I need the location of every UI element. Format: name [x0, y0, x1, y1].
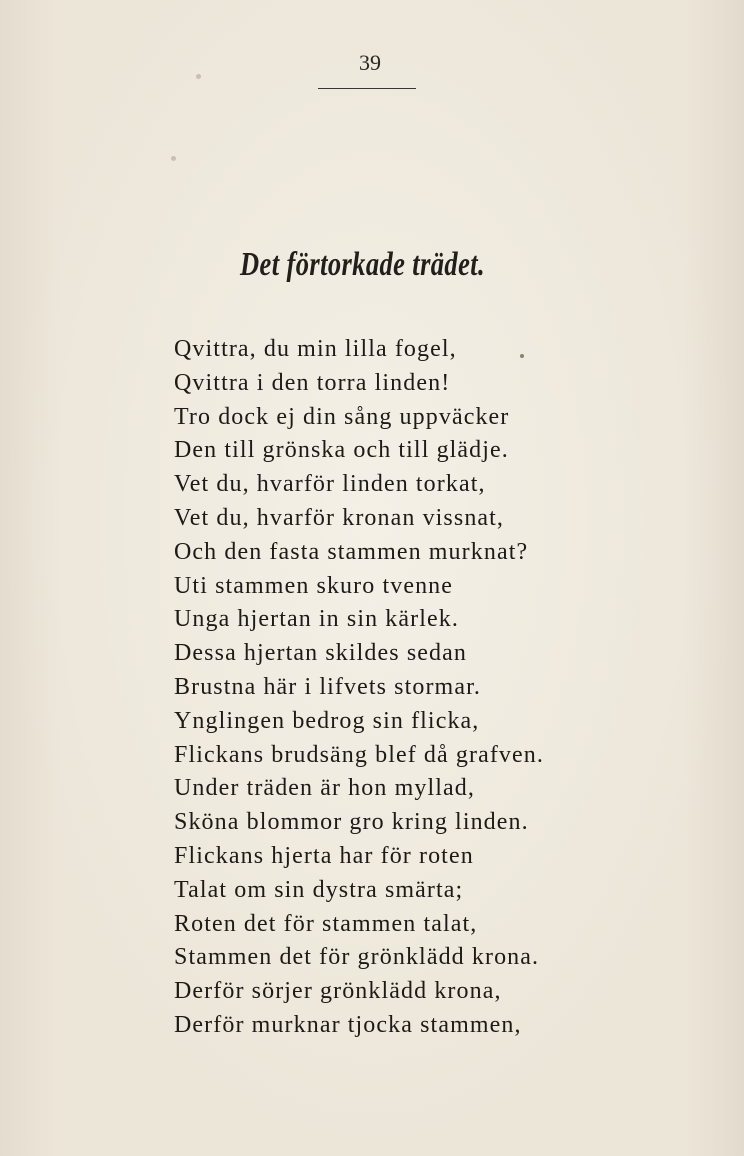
poem-line: Flickans brudsäng blef då grafven. — [174, 741, 544, 768]
poem-line: Brustna här i lifvets stormar. — [174, 673, 481, 700]
poem-title: Det förtorkade trädet. — [240, 246, 486, 283]
poem-line: Unga hjertan in sin kärlek. — [174, 606, 459, 633]
poem-line: Vet du, hvarför kronan vissnat, — [174, 504, 505, 531]
poem-line: Vet du, hvarför linden torkat, — [174, 471, 486, 498]
header-rule — [318, 88, 416, 89]
poem-line: Och den fasta stammen murknat? — [174, 538, 529, 565]
paper-speck — [171, 156, 176, 161]
poem-line: Den till grönska och till glädje. — [174, 437, 509, 464]
poem-line: Derför murknar tjocka stammen, — [174, 1011, 522, 1038]
poem-line: Tro dock ej din sång uppväcker — [174, 403, 510, 430]
poem-line: Sköna blommor gro kring linden. — [174, 809, 529, 836]
poem-line: Talat om sin dystra smärta; — [174, 876, 464, 903]
page-number: 39 — [359, 50, 381, 75]
poem-line: Stammen det för grönklädd krona. — [174, 944, 540, 971]
poem-line: Roten det för stammen talat, — [174, 910, 478, 937]
poem-line: Qvittra i den torra linden! — [174, 369, 451, 396]
poem-line: Dessa hjertan skildes sedan — [174, 640, 467, 667]
paper-speck — [196, 74, 201, 79]
poem-line: Flickans hjerta har för roten — [174, 842, 474, 869]
poem-text — [174, 333, 604, 1043]
poem-line: Derför sörjer grönklädd krona, — [174, 978, 502, 1005]
poem-line: Under träden är hon myllad, — [174, 775, 475, 802]
poem-line: Qvittra, du min lilla fogel, — [174, 336, 457, 362]
poem-line: Ynglingen bedrog sin flicka, — [174, 707, 480, 734]
poem-line: Uti stammen skuro tvenne — [174, 572, 454, 599]
